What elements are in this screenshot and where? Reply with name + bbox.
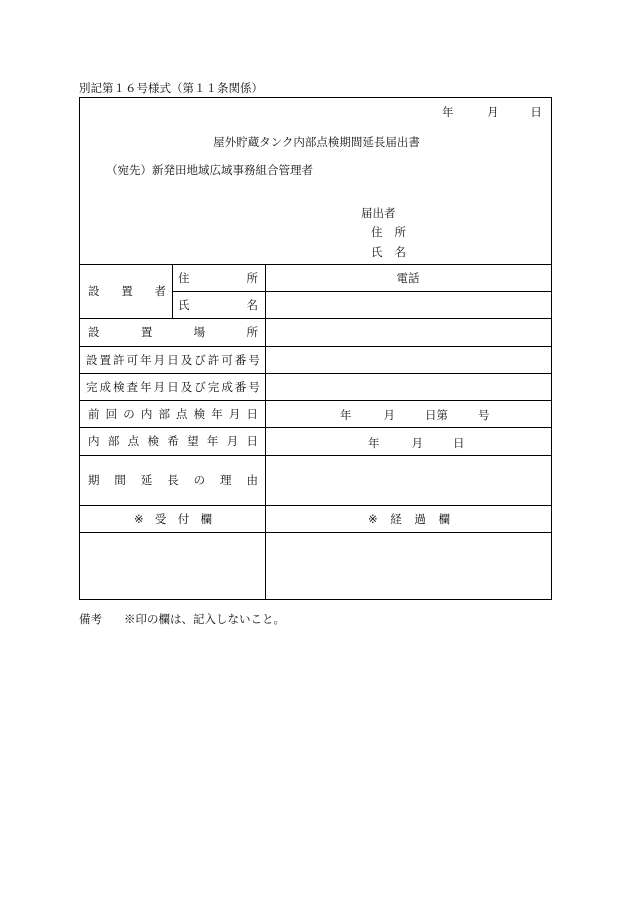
char: 日: [167, 379, 179, 394]
char: 月: [383, 408, 395, 422]
char: 受: [154, 511, 167, 526]
desired-inspection-value[interactable]: [368, 435, 465, 451]
char: 号: [248, 352, 260, 367]
notifier-name-label: [371, 244, 406, 260]
char: 日: [246, 406, 258, 421]
char: 完: [207, 379, 220, 394]
char: 可: [126, 352, 139, 367]
char: 可: [221, 352, 233, 367]
char: 所: [246, 325, 258, 339]
char: 月: [411, 436, 423, 450]
char: 氏: [371, 245, 383, 259]
char: 号: [248, 379, 260, 394]
char: ※: [134, 511, 144, 526]
char: 置: [99, 352, 112, 367]
previous-inspection-value[interactable]: [340, 407, 490, 423]
char: 点: [176, 406, 188, 421]
date-line: [442, 104, 542, 120]
char: 検: [147, 434, 159, 448]
char: 名: [394, 245, 406, 259]
day-label: 日: [530, 105, 542, 119]
char: 検: [193, 406, 206, 421]
char: 欄: [200, 511, 212, 526]
char: 月: [228, 406, 241, 421]
char: 置: [140, 325, 153, 339]
char: 長: [167, 473, 179, 487]
progress-area: [268, 535, 548, 597]
char: び: [194, 379, 206, 394]
char: 所: [246, 270, 258, 285]
char: 場: [193, 325, 206, 339]
char: 設: [88, 284, 100, 298]
char: 理: [220, 473, 232, 487]
char: 付: [177, 511, 190, 526]
desired-inspection-label: [88, 427, 258, 455]
month-label: 月: [487, 105, 499, 119]
remarks-text: ※印の欄は、記入しないこと。: [124, 612, 285, 626]
char: 月: [226, 434, 239, 448]
char: 年: [340, 408, 352, 422]
remarks: [79, 611, 285, 627]
char: 成: [99, 379, 112, 394]
char: 年: [211, 406, 223, 421]
reception-area: [83, 535, 261, 597]
notifier-label: 届出者: [361, 206, 396, 220]
char: 住: [178, 270, 190, 285]
permit-field[interactable]: [268, 348, 548, 371]
char: 前: [88, 406, 100, 421]
char: 検: [113, 379, 125, 394]
notification-form: [79, 97, 552, 600]
char: 月: [153, 379, 166, 394]
char: 番: [234, 352, 247, 367]
char: 名: [246, 297, 258, 312]
char: 日: [167, 352, 179, 367]
char: び: [194, 352, 206, 367]
char: 成: [221, 379, 233, 394]
char: 部: [158, 406, 170, 421]
char: 希: [167, 434, 179, 448]
form-title-text: 屋外貯蔵タンク内部点検期間延長届出書: [213, 135, 420, 149]
previous-inspection-label: [88, 400, 258, 427]
char: 内: [88, 434, 100, 448]
char: 間: [114, 473, 126, 487]
installer-name-field[interactable]: [268, 293, 548, 316]
char: 日: [246, 434, 258, 448]
char: 置: [121, 284, 133, 298]
completion-field[interactable]: [268, 375, 548, 398]
char: の: [193, 473, 206, 487]
char: 番: [234, 379, 247, 394]
location-field[interactable]: [268, 320, 548, 344]
char: 設: [88, 325, 100, 339]
char: 月: [153, 352, 166, 367]
char: 由: [246, 473, 258, 487]
char: 日: [453, 436, 465, 450]
char: 望: [187, 434, 199, 448]
notifier-address-label: [371, 224, 406, 240]
char: 許: [113, 352, 125, 367]
char: 住: [371, 225, 383, 239]
char: 年: [206, 434, 219, 448]
remarks-key: 備考: [79, 612, 102, 626]
reception-label: [134, 505, 212, 532]
installer-address-label: [178, 264, 258, 291]
installer-label: [88, 264, 166, 318]
char: 期: [88, 473, 100, 487]
completion-label: [86, 373, 260, 400]
char: 及: [180, 352, 193, 367]
char: 部: [107, 434, 120, 448]
char: 許: [207, 352, 220, 367]
char: 内: [140, 406, 153, 421]
char: ※: [368, 511, 378, 526]
reason-field[interactable]: [268, 457, 548, 503]
addressee: （宛先）新発田地域広域事務組合管理者: [106, 163, 313, 177]
char: 経: [390, 511, 402, 526]
char: 査: [126, 379, 139, 394]
char: 及: [180, 379, 193, 394]
char: 所: [394, 225, 406, 239]
char: 年: [140, 352, 152, 367]
char: 者: [154, 284, 166, 298]
installer-name-label: [178, 291, 258, 318]
phone-label-text: 電話: [396, 270, 420, 285]
reason-label: [88, 455, 258, 505]
installer-address-field[interactable]: [268, 266, 548, 289]
char: 過: [414, 511, 426, 526]
form-title: [80, 134, 553, 150]
char: 欄: [438, 511, 450, 526]
location-label: [88, 318, 258, 346]
char: 設: [86, 352, 98, 367]
char: の: [123, 406, 135, 421]
char: 点: [127, 434, 140, 448]
form-number-label: 別記第１６号様式（第１１条関係）: [79, 81, 263, 95]
char: 完: [86, 379, 98, 394]
permit-label: [86, 346, 260, 373]
char: 号: [478, 408, 490, 422]
char: 年: [368, 436, 380, 450]
char: 氏: [178, 297, 190, 312]
year-label: 年: [442, 105, 454, 119]
char: 年: [140, 379, 152, 394]
char: 延: [140, 473, 153, 487]
char: 日第: [425, 408, 448, 422]
char: 回: [105, 406, 118, 421]
progress-label: [368, 505, 450, 532]
